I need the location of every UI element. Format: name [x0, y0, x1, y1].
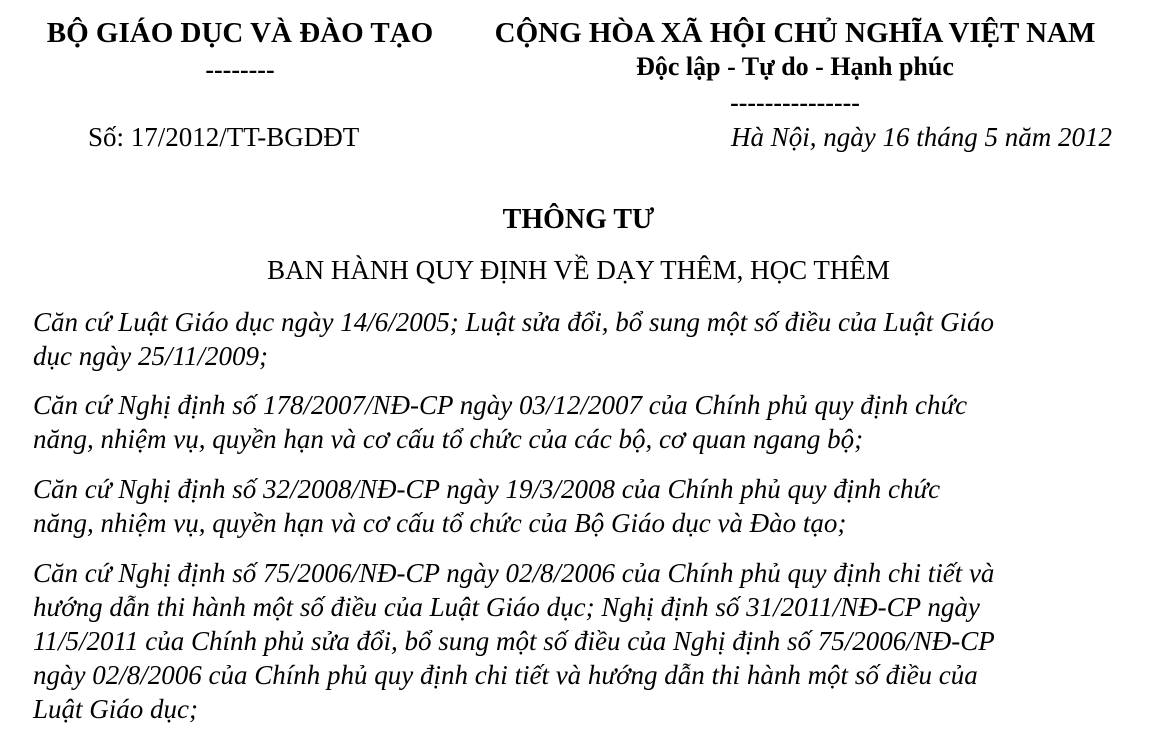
ministry-separator: -------- [205, 55, 275, 84]
basis-line: năng, nhiệm vụ, quyền hạn và cơ cấu tổ chức của Bộ Giáo dục và Đào tạo; [33, 508, 847, 538]
document-number: Số: 17/2012/TT-BGDĐT [88, 122, 360, 152]
ministry-name: BỘ GIÁO DỤC VÀ ĐÀO TẠO [46, 17, 434, 49]
basis-line: hướng dẫn thi hành một số điều của Luật Giáo dục; Nghị định số 31/2011/NĐ-CP ngày [33, 592, 980, 622]
basis-line: Luật Giáo dục; [33, 694, 198, 724]
basis-line: Căn cứ Nghị định số 75/2006/NĐ-CP ngày 02/8/2006 của Chính phủ quy định chi tiết và [33, 558, 995, 588]
place-and-date: Hà Nội, ngày 16 tháng 5 năm 2012 [731, 122, 1112, 152]
document-subject: BAN HÀNH QUY ĐỊNH VỀ DẠY THÊM, HỌC THÊM [267, 255, 890, 285]
republic-name: CỘNG HÒA XÃ HỘI CHỦ NGHĨA VIỆT NAM [494, 17, 1096, 49]
basis-line: năng, nhiệm vụ, quyền hạn và cơ cấu tổ chức của các bộ, cơ quan ngang bộ; [33, 424, 864, 454]
national-motto: Độc lập - Tự do - Hạnh phúc [636, 52, 954, 81]
basis-paragraph-2 [33, 388, 1123, 456]
basis-paragraph-4 [33, 556, 1123, 726]
basis-line: ngày 02/8/2006 của Chính phủ quy định chi tiết và hướng dẫn thi hành một số điều của [33, 660, 978, 690]
basis-paragraph-1 [33, 305, 1123, 373]
motto-separator: --------------- [730, 88, 860, 117]
basis-line: dục ngày 25/11/2009; [33, 341, 268, 371]
basis-paragraph-3 [33, 472, 1123, 540]
basis-line: 11/5/2011 của Chính phủ sửa đổi, bổ sung một số điều của Nghị định số 75/2006/NĐ-CP [33, 626, 995, 656]
basis-line: Căn cứ Luật Giáo dục ngày 14/6/2005; Luật sửa đổi, bổ sung một số điều của Luật Giáo [33, 307, 994, 337]
document-type: THÔNG TƯ [502, 204, 655, 235]
basis-line: Căn cứ Nghị định số 32/2008/NĐ-CP ngày 19/3/2008 của Chính phủ quy định chức [33, 474, 941, 504]
basis-line: Căn cứ Nghị định số 178/2007/NĐ-CP ngày 03/12/2007 của Chính phủ quy định chức [33, 390, 968, 420]
